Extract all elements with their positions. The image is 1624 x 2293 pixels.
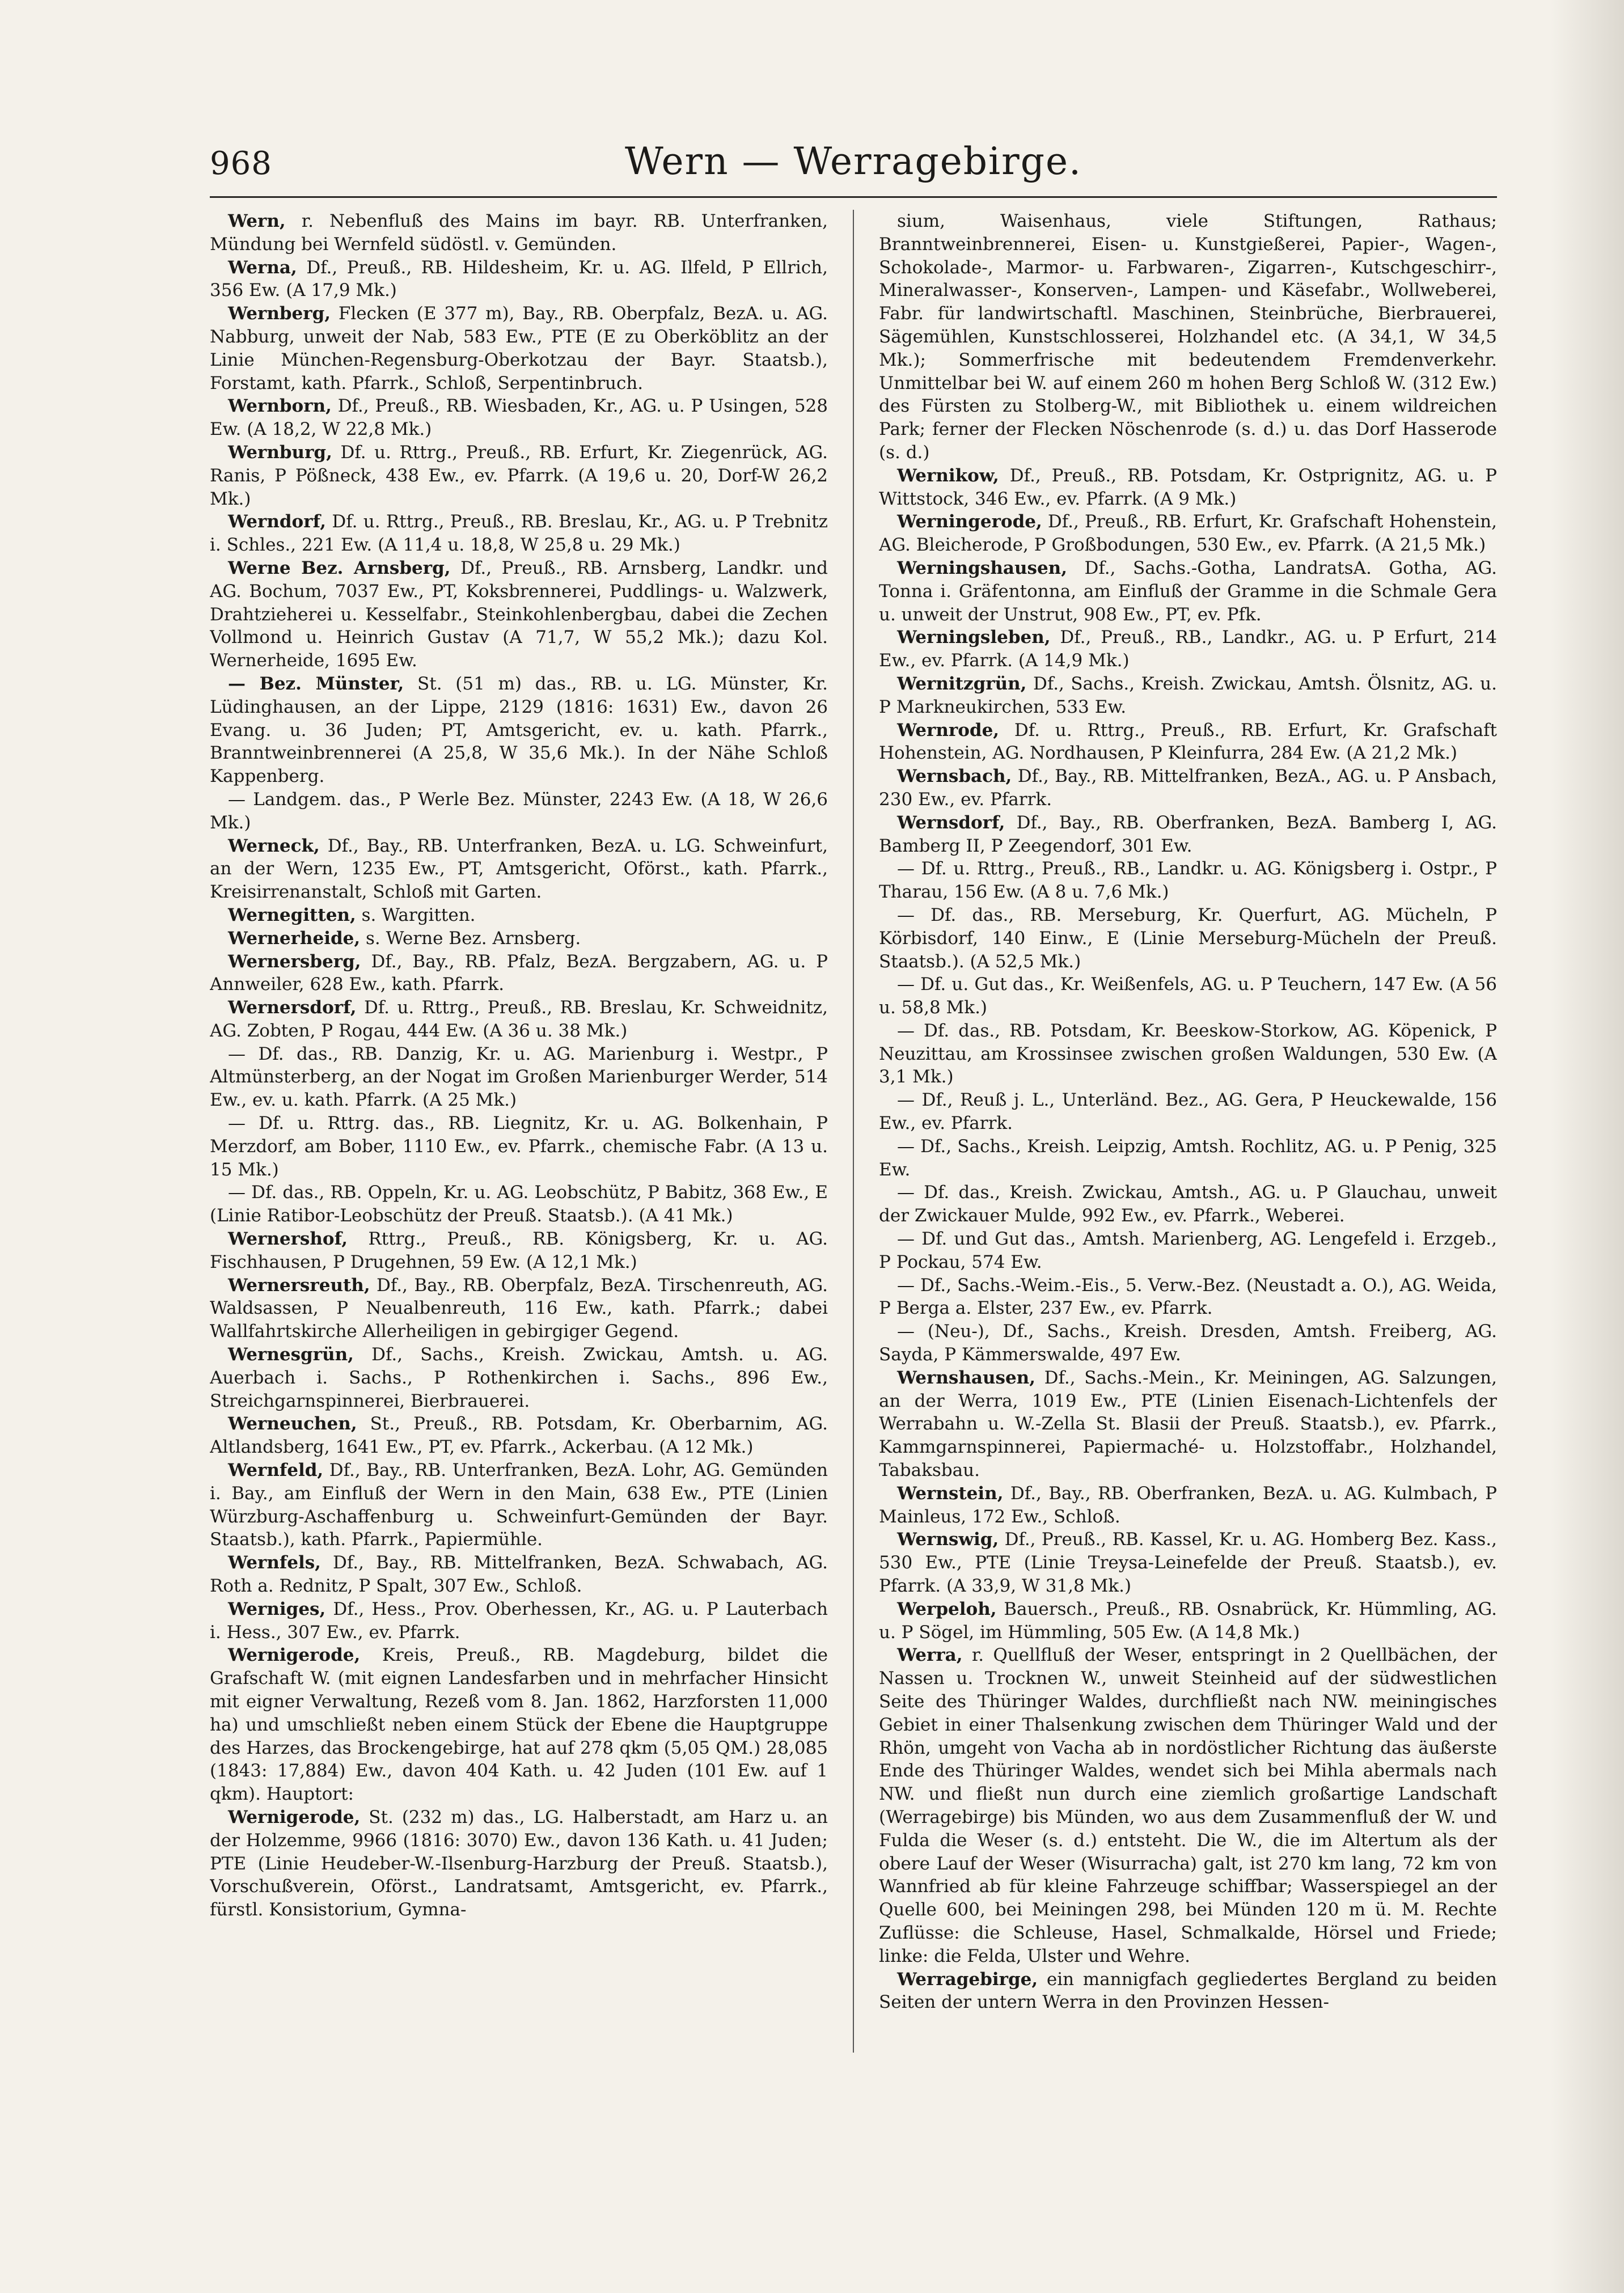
entry-text: Df., Sachs.-Mein., Kr. Meiningen, AG. Salzungen, an der Werra, 1019 Ew., PTE (Linien Eisenach-Lichtenfels der Werrabahn u. W.-Zella St. Blasii der Preuß. Staatsb.), ev. Pfarrk., Kammgarnspinnerei, Papiermaché- u. Holzstoffabr., Holzhandel, Tabaksbau. xyxy=(879,1367,1497,1481)
entry-headword: Wernigerode, xyxy=(228,1645,361,1666)
entry-headword: Wern, xyxy=(228,211,286,231)
dictionary-entry xyxy=(879,857,1497,904)
entry-headword: Werragebirge, xyxy=(897,1969,1038,1990)
entry-text: Df., Preuß., RB. Kassel, Kr. u. AG. Homberg Bez. Kass., 530 Ew., PTE (Linie Treysa-Leinefelde der Preuß. Staatsb.), ev. Pfarrk. (A 33,9, W 31,8 Mk.) xyxy=(879,1529,1497,1597)
entry-text: Df., Sachs., Kreish. Zwickau, Amtsh. Ölsnitz, AG. u. P Markneukirchen, 533 Ew. xyxy=(879,673,1497,717)
dictionary-entry xyxy=(879,904,1497,973)
dictionary-entry xyxy=(210,1112,828,1181)
dictionary-entry xyxy=(210,950,828,997)
dictionary-entry xyxy=(210,1644,828,1806)
entry-text: s. Wargitten. xyxy=(356,904,476,925)
entry-text: Df., Preuß., RB. Wiesbaden, Kr., AG. u. P Usingen, 528 Ew. (A 18,2, W 22,8 Mk.) xyxy=(210,396,828,440)
entry-headword: Wernersdorf, xyxy=(228,997,357,1018)
entry-text: — Df., Sachs., Kreish. Leipzig, Amtsh. Rochlitz, AG. u. P Penig, 325 Ew. xyxy=(879,1136,1497,1180)
entry-headword: Werningerode, xyxy=(897,511,1042,532)
dictionary-entry xyxy=(210,441,828,510)
entry-headword: Werneuchen, xyxy=(228,1414,357,1435)
dictionary-entry xyxy=(210,1343,828,1412)
dictionary-entry xyxy=(879,1135,1497,1182)
entry-headword: Werningsleben, xyxy=(897,627,1051,648)
entry-headword: Wernfeld, xyxy=(228,1460,324,1481)
entry-headword: Wernersberg, xyxy=(228,951,361,972)
dictionary-entry xyxy=(210,1228,828,1274)
entry-text: — Df. das., Kreish. Zwickau, Amtsh., AG. u. P Glauchau, unweit der Zwickauer Mulde, 992 Ew., ev. Pfarrk., Weberei. xyxy=(879,1182,1497,1226)
dictionary-entry xyxy=(879,973,1497,1019)
entry-text: Df., Bay., RB. Oberfranken, BezA. Bamberg I, AG. Bamberg II, P Zeegendorf, 301 Ew. xyxy=(879,812,1497,856)
entry-headword: Wernegitten, xyxy=(228,904,356,925)
entry-text: — Landgem. das., P Werle Bez. Münster, 2243 Ew. (A 18, W 26,6 Mk.) xyxy=(210,789,828,833)
dictionary-entry xyxy=(879,626,1497,672)
page-edge-shadow xyxy=(1550,0,1624,2293)
entry-text: St. (51 m) das., RB. u. LG. Münster, Kr. Lüdinghausen, an der Lippe, 2129 (1816: 1631) Ew., davon 26 Evang. u. 36 Juden; PT, Amtsgericht, ev. u. kath. Pfarrk., Branntweinbrennerei (A 25,8, W 35,6 Mk.). In der Nähe Schloß Kappenberg. xyxy=(210,673,828,787)
entry-headword: Wernigerode, xyxy=(228,1807,361,1827)
dictionary-entry xyxy=(210,788,828,835)
entry-text: — Df., Sachs.-Weim.-Eis., 5. Verw.-Bez. (Neustadt a. O.), AG. Weida, P Berga a. Elster, 237 Ew., ev. Pfarrk. xyxy=(879,1275,1497,1319)
entry-text: Df. u. Rttrg., Preuß., RB. Breslau, Kr. Schweidnitz, AG. Zobten, P Rogau, 444 Ew. (A 36 u. 38 Mk.) xyxy=(210,997,828,1041)
entry-text: Df., Bay., RB. Mittelfranken, BezA., AG. u. P Ansbach, 230 Ew., ev. Pfarrk. xyxy=(879,766,1497,810)
dictionary-entry xyxy=(879,557,1497,626)
dictionary-entry xyxy=(879,765,1497,811)
dictionary-entry xyxy=(210,1043,828,1112)
entry-headword: Wernrode, xyxy=(897,720,1000,741)
entry-text: s. Werne Bez. Arnsberg. xyxy=(360,928,581,949)
entry-text: Df., Bay., RB. Pfalz, BezA. Bergzabern, AG. u. P Annweiler, 628 Ew., kath. Pfarrk. xyxy=(210,951,828,995)
entry-text: Rttrg., Preuß., RB. Königsberg, Kr. u. AG. Fischhausen, P Drugehnen, 59 Ew. (A 12,1 Mk.) xyxy=(210,1229,828,1272)
entry-headword: Wernitzgrün, xyxy=(897,673,1027,694)
dictionary-entry xyxy=(210,210,828,256)
dictionary-entry xyxy=(879,1644,1497,1968)
dictionary-entry xyxy=(879,1482,1497,1529)
entry-text: Df. u. Rttrg., Preuß., RB. Erfurt, Kr. Ziegenrück, AG. Ranis, P Pößneck, 438 Ew., ev. Pfarrk. (A 19,6 u. 20, Dorf-W 26,2 Mk.) xyxy=(210,442,828,509)
entry-headword: Werningshausen, xyxy=(897,557,1067,578)
entry-text: Flecken (E 377 m), Bay., RB. Oberpfalz, BezA. u. AG. Nabburg, unweit der Nab, 583 Ew., PTE (E zu Oberköblitz an der Linie München-Regensburg-Oberkotzau der Bayr. Staatsb.), Forstamt, kath. Pfarrk., Schloß, Serpentinbruch. xyxy=(210,303,828,394)
entry-headword: Wernikow, xyxy=(897,465,999,486)
left-column xyxy=(210,210,828,2053)
entry-headword: Wernfels, xyxy=(228,1552,321,1573)
entry-text: Df., Preuß., RB. Potsdam, Kr. Ostprignitz, AG. u. P Wittstock, 346 Ew., ev. Pfarrk. (A 9 Mk.) xyxy=(879,465,1497,509)
entry-headword: Werneck, xyxy=(228,835,320,856)
entry-text: Bauersch., Preuß., RB. Osnabrück, Kr. Hümmling, AG. u. P Sögel, im Hümmling, 505 Ew. (A 14,8 Mk.) xyxy=(879,1598,1497,1643)
dictionary-entry xyxy=(210,1598,828,1644)
entry-headword: Wernsdorf, xyxy=(897,812,1005,833)
entry-headword: Werra, xyxy=(897,1645,963,1666)
entry-headword: Wernerheide, xyxy=(228,928,361,949)
dictionary-entry xyxy=(879,1019,1497,1089)
entry-text: — Df. das., RB. Danzig, Kr. u. AG. Marienburg i. Westpr., P Altmünsterberg, an der Nogat im Großen Marienburger Werder, 514 Ew., ev. u. kath. Pfarrk. (A 25 Mk.) xyxy=(210,1043,828,1111)
entry-text: — Df. u. Gut das., Kr. Weißenfels, AG. u. P Teuchern, 147 Ew. (A 56 u. 58,8 Mk.) xyxy=(879,974,1497,1018)
entry-text: Df., Preuß., RB. Arnsberg, Landkr. und AG. Bochum, 7037 Ew., PT, Koksbrennerei, Puddlings- u. Walzwerk, Drahtzieherei u. Kesselfabr., Steinkohlenbergbau, dabei die Zechen Vollmond u. Heinrich Gustav (A 71,7, W 55,2 Mk.); dazu Kol. Wernerheide, 1695 Ew. xyxy=(210,557,828,671)
entry-text: Df., Preuß., RB., Landkr., AG. u. P Erfurt, 214 Ew., ev. Pfarrk. (A 14,9 Mk.) xyxy=(879,627,1497,671)
entry-headword: Wernesgrün, xyxy=(228,1344,354,1365)
dictionary-entry xyxy=(879,1228,1497,1274)
entry-headword: Wernborn, xyxy=(228,396,332,417)
entry-headword: Wernberg, xyxy=(228,303,331,324)
entry-headword: — Bez. Münster, xyxy=(228,673,404,694)
entry-headword: Wernershof, xyxy=(228,1229,348,1250)
dictionary-entry xyxy=(879,464,1497,511)
entry-text: St. (232 m) das., LG. Halberstadt, am Harz u. an der Holzemme, 9966 (1816: 3070) Ew., davon 136 Kath. u. 41 Juden; PTE (Linie Heudeber-W.-Ilsenburg-Harzburg der Preuß. Staatsb.), Vorschußverein, Oförst., Landratsamt, Amtsgericht, ev. Pfarrk., fürstl. Konsistorium, Gymna- xyxy=(210,1807,828,1920)
dictionary-entry xyxy=(879,1968,1497,2015)
entry-headword: Werne Bez. Arnsberg, xyxy=(228,557,451,578)
dictionary-entry xyxy=(210,395,828,441)
right-column xyxy=(879,210,1497,2053)
dictionary-entry xyxy=(879,1181,1497,1228)
dictionary-entry xyxy=(210,1274,828,1343)
entry-headword: Wernburg, xyxy=(228,442,332,463)
dictionary-entry xyxy=(210,557,828,672)
entry-headword: Wernsbach, xyxy=(897,766,1012,787)
entry-headword: Werndorf, xyxy=(228,511,327,532)
dictionary-entry xyxy=(210,256,828,303)
entry-text: Df., Preuß., RB. Erfurt, Kr. Grafschaft Hohenstein, AG. Bleicherode, P Großbodungen, 530 Ew., ev. Pfarrk. (A 21,5 Mk.) xyxy=(879,511,1497,556)
dictionary-entry xyxy=(879,210,1497,464)
entry-headword: Wernswig, xyxy=(897,1529,999,1550)
dictionary-entry xyxy=(879,1320,1497,1367)
entry-text: r. Nebenfluß des Mains im bayr. RB. Unterfranken, Mündung bei Wernfeld südöstl. v. Gemünden. xyxy=(210,211,828,255)
entry-text: St., Preuß., RB. Potsdam, Kr. Oberbarnim, AG. Altlandsberg, 1641 Ew., PT, ev. Pfarrk., Ackerbau. (A 12 Mk.) xyxy=(210,1414,828,1458)
entry-text: r. Quellfluß der Weser, entspringt in 2 Quellbächen, der Nassen u. Trocknen W., unweit Steinheid auf der südwestlichen Seite des Thüringer Waldes, durchfließt nach NW. meiningisches Gebiet in einer Thalsenkung zwischen dem Thüringer Wald und der Rhön, umgeht von Vacha ab in nordöstlicher Richtung das äußerste Ende des Thüringer Waldes, wendet sich bei Mihla abermals nach NW. und fließt nun durch eine ziemlich großartige Landschaft (Werragebirge) bis Münden, wo aus dem Zusammenfluß der W. und Fulda die Weser (s. d.) entsteht. Die W., die im Altertum als der obere Lauf der Weser (Wisurracha) galt, ist 270 km lang, 72 km von Wannfried ab für kleine Fahrzeuge schiffbar; Wasserspiegel an der Quelle 600, bei Meiningen 298, bei Münden 120 m ü. M. Rechte Zuflüsse: die Schleuse, Hasel, Schmalkalde, Hörsel und Friede; linke: die Felda, Ulster und Wehre. xyxy=(879,1645,1497,1966)
entry-text: Df. u. Rttrg., Preuß., RB. Erfurt, Kr. Grafschaft Hohenstein, AG. Nordhausen, P Kleinfurra, 284 Ew. (A 21,2 Mk.) xyxy=(879,720,1497,764)
entry-text: Df. u. Rttrg., Preuß., RB. Breslau, Kr., AG. u. P Trebnitz i. Schles., 221 Ew. (A 11,4 u. 18,8, W 25,8 u. 29 Mk.) xyxy=(210,511,828,556)
entry-text: Df., Hess., Prov. Oberhessen, Kr., AG. u. P Lauterbach i. Hess., 307 Ew., ev. Pfarrk. xyxy=(210,1598,828,1643)
dictionary-entry xyxy=(879,672,1497,719)
dictionary-entry xyxy=(879,1598,1497,1644)
entry-headword: Wernshausen, xyxy=(897,1367,1036,1388)
entry-text: — Df. u. Rttrg. das., RB. Liegnitz, Kr. u. AG. Bolkenhain, P Merzdorf, am Bober, 1110 Ew., ev. Pfarrk., chemische Fabr. (A 13 u. 15 Mk.) xyxy=(210,1113,828,1180)
dictionary-entry xyxy=(210,835,828,904)
entry-text: Df., Bay., RB. Mittelfranken, BezA. Schwabach, AG. Roth a. Rednitz, P Spalt, 307 Ew., Schloß. xyxy=(210,1552,828,1597)
page-header xyxy=(210,134,1497,198)
entry-text: — Df. das., RB. Potsdam, Kr. Beeskow-Storkow, AG. Köpenick, P Neuzittau, am Krossinsee zwischen großen Waldungen, 530 Ew. (A 3,1 Mk.) xyxy=(879,1020,1497,1088)
entry-text: — Df. u. Rttrg., Preuß., RB., Landkr. u. AG. Königsberg i. Ostpr., P Tharau, 156 Ew. (A 8 u. 7,6 Mk.) xyxy=(879,858,1497,903)
entry-text: ein mannigfach gegliedertes Bergland zu beiden Seiten der untern Werra in den Provinzen Hessen- xyxy=(879,1969,1497,2013)
entry-text: Df., Sachs., Kreish. Zwickau, Amtsh. u. AG. Auerbach i. Sachs., P Rothenkirchen i. Sachs., 896 Ew., Streichgarnspinnerei, Bierbrauerei. xyxy=(210,1344,828,1411)
dictionary-entry xyxy=(210,927,828,950)
entry-text: Df., Bay., RB. Oberpfalz, BezA. Tirschenreuth, AG. Waldsassen, P Neualbenreuth, 116 Ew., kath. Pfarrk.; dabei Wallfahrtskirche Allerheiligen in gebirgiger Gegend. xyxy=(210,1275,828,1342)
dictionary-entry xyxy=(210,302,828,395)
dictionary-entry xyxy=(210,1806,828,1922)
dictionary-entry xyxy=(210,510,828,557)
entry-headword: Werniges, xyxy=(228,1598,326,1619)
dictionary-entry xyxy=(210,672,828,788)
dictionary-entry xyxy=(210,1551,828,1598)
dictionary-entry xyxy=(879,1528,1497,1597)
page-number: 968 xyxy=(210,145,272,182)
dictionary-entry xyxy=(879,510,1497,557)
entry-text: — Df. das., RB. Merseburg, Kr. Querfurt, AG. Mücheln, P Körbisdorf, 140 Einw., E (Linie Merseburg-Mücheln der Preuß. Staatsb.). (A 52,5 Mk.) xyxy=(879,904,1497,972)
entry-text: — Df. das., RB. Oppeln, Kr. u. AG. Leobschütz, P Babitz, 368 Ew., E (Linie Ratibor-Leobschütz der Preuß. Staatsb.). (A 41 Mk.) xyxy=(210,1182,828,1226)
dictionary-entry xyxy=(879,1274,1497,1321)
dictionary-entry xyxy=(210,904,828,927)
entry-headword: Werna, xyxy=(228,257,297,278)
entry-text: Df., Bay., RB. Oberfranken, BezA. u. AG. Kulmbach, P Mainleus, 172 Ew., Schloß. xyxy=(879,1483,1497,1527)
entry-text: Df., Bay., RB. Unterfranken, BezA. Lohr, AG. Gemünden i. Bay., am Einfluß der Wern in den Main, 638 Ew., PTE (Linien Würzburg-Aschaffenburg u. Schweinfurt-Gemünden der Bayr. Staatsb.), kath. Pfarrk., Papiermühle. xyxy=(210,1460,828,1550)
dictionary-entry xyxy=(210,1412,828,1459)
dictionary-entry xyxy=(879,1367,1497,1482)
entry-text: — Df. und Gut das., Amtsh. Marienberg, AG. Lengefeld i. Erzgeb., P Pockau, 574 Ew. xyxy=(879,1229,1497,1272)
entry-text: Df., Sachs.-Gotha, LandratsA. Gotha, AG. Tonna i. Gräfentonna, am Einfluß der Gramme in die Schmale Gera u. unweit der Unstrut, 908 Ew., PT, ev. Pfk. xyxy=(879,557,1497,625)
entry-text: Kreis, Preuß., RB. Magdeburg, bildet die Grafschaft W. (mit eignen Landesfarben und in mehrfacher Hinsicht mit eigner Verwaltung, Rezeß vom 8. Jan. 1862, Harzforsten 11,000 ha) und umschließt neben einem Stück der Ebene die Hauptgruppe des Harzes, das Brockengebirge, hat auf 278 qkm (5,05 QM.) 28,085 (1843: 17,884) Ew., davon 404 Kath. u. 42 Juden (101 Ew. auf 1 qkm). Hauptort: xyxy=(210,1645,828,1805)
dictionary-entry xyxy=(879,719,1497,765)
column-divider xyxy=(853,210,854,2053)
dictionary-entry xyxy=(879,811,1497,858)
entry-headword: Wernersreuth, xyxy=(228,1275,370,1296)
entry-text: Df., Bay., RB. Unterfranken, BezA. u. LG. Schweinfurt, an der Wern, 1235 Ew., PT, Amtsgericht, Oförst., kath. Pfarrk., Kreisirrenanstalt, Schloß mit Garten. xyxy=(210,835,828,903)
entry-headword: Wernstein, xyxy=(897,1483,1004,1504)
dictionary-entry xyxy=(210,1181,828,1228)
entry-headword: Werpeloh, xyxy=(897,1598,997,1619)
running-head: Wern — Werragebirge. xyxy=(625,139,1082,183)
entry-text: — (Neu-), Df., Sachs., Kreish. Dresden, Amtsh. Freiberg, AG. Sayda, P Kämmerswalde, 497 Ew. xyxy=(879,1321,1497,1365)
entry-text: — Df., Reuß j. L., Unterländ. Bez., AG. Gera, P Heuckewalde, 156 Ew., ev. Pfarrk. xyxy=(879,1090,1497,1134)
entry-text: sium, Waisenhaus, viele Stiftungen, Rathaus; Branntweinbrennerei, Eisen- u. Kunstgießerei, Papier-, Wagen-, Schokolade-, Marmor- u. Farbwaren-, Zigarren-, Kutschgeschirr-, Mineralwasser-, Konserven-, Lampen- und Käsefabr., Wollweberei, Fabr. für landwirtschaftl. Maschinen, Steinbrüche, Bierbrauerei, Sägemühlen, Kunstschlosserei, Holzhandel etc. (A 34,1, W 34,5 Mk.); Sommerfrische mit bedeutendem Fremdenverkehr. Unmittelbar bei W. auf einem 260 m hohen Berg Schloß W. (312 Ew.) des Fürsten zu Stolberg-W., mit Bibliothek u. einem wildreichen Park; ferner der Flecken Nöschenrode (s. d.) u. das Dorf Hasserode (s. d.) xyxy=(879,211,1497,463)
dictionary-entry xyxy=(879,1089,1497,1135)
dictionary-entry xyxy=(210,996,828,1043)
text-columns xyxy=(210,210,1497,2053)
dictionary-entry xyxy=(210,1459,828,1551)
entry-text: Df., Preuß., RB. Hildesheim, Kr. u. AG. Ilfeld, P Ellrich, 356 Ew. (A 17,9 Mk.) xyxy=(210,257,828,301)
